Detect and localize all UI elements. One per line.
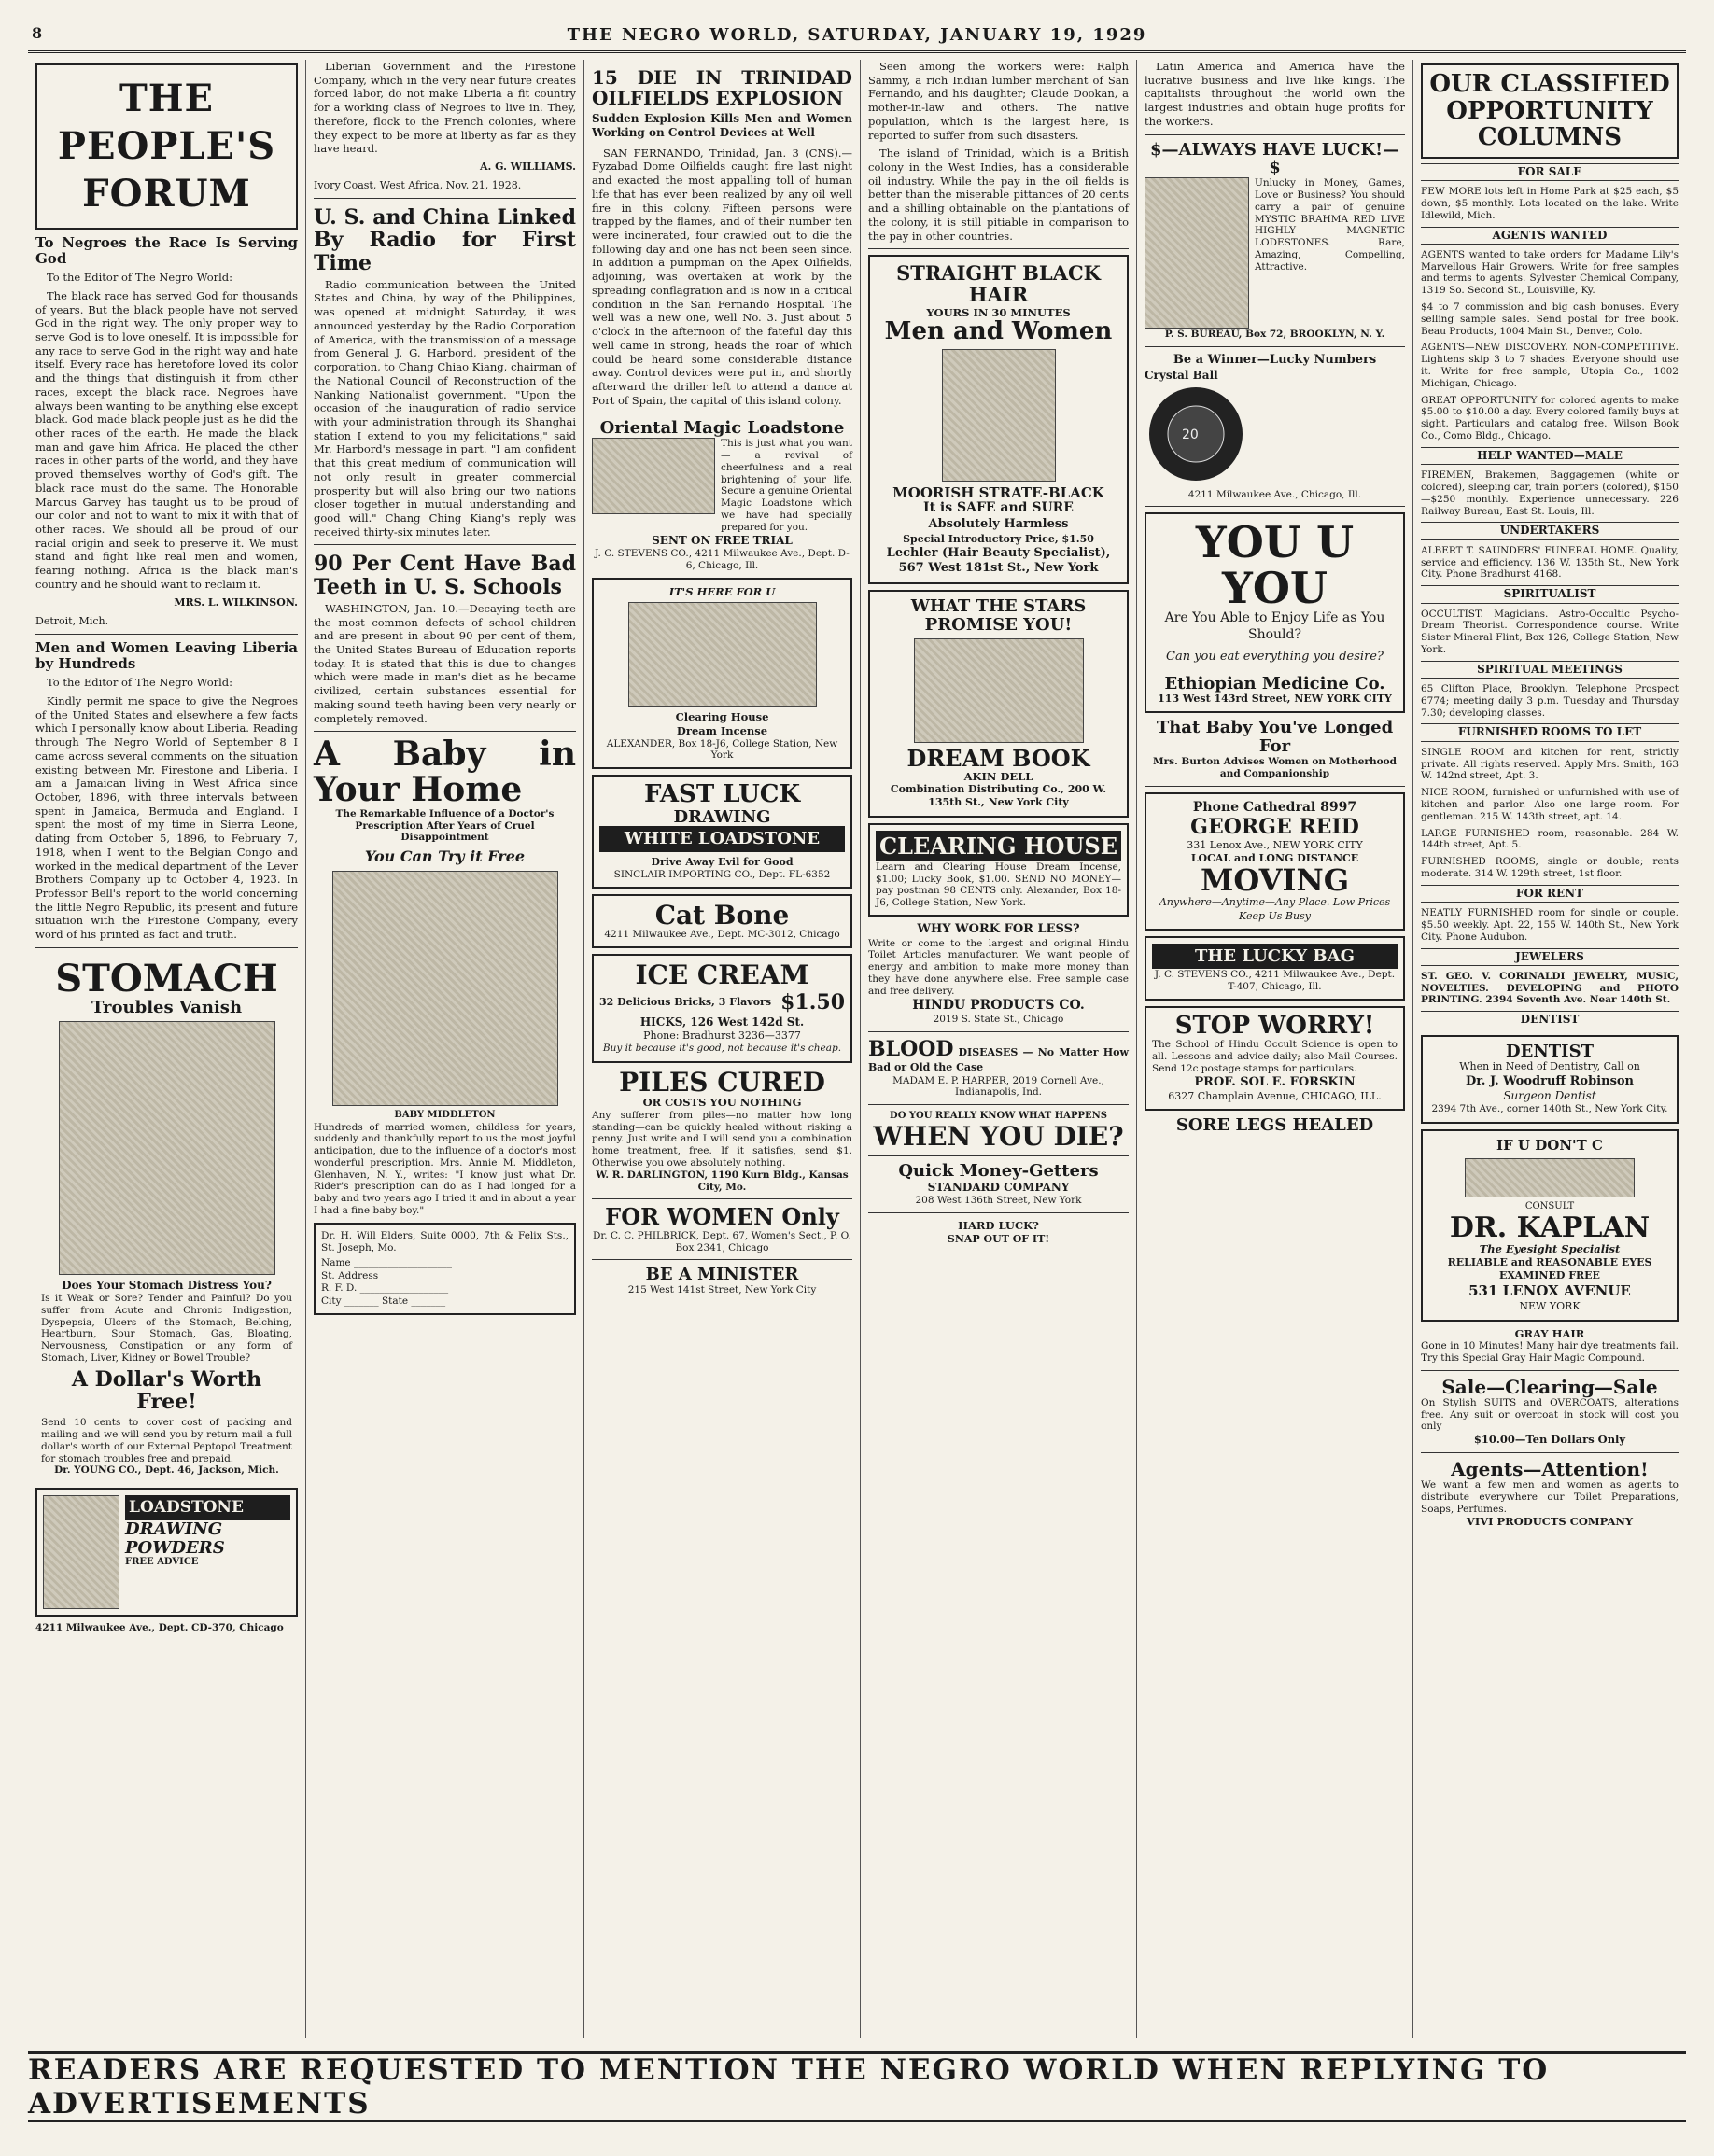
race-note: Latin America and America have the lucrative business and live like kings. The capitalists throughout the world own the largest industries and obtain huge profits for the workers. xyxy=(1145,60,1405,128)
radio-title: U. S. and China Linked By Radio for First Time xyxy=(314,205,576,275)
baby-coupon xyxy=(314,1223,576,1315)
you-address: 113 West 143rd Street, NEW YORK CITY xyxy=(1158,693,1392,706)
incense-ad xyxy=(592,578,852,770)
gray-body: Gone in 10 Minutes! Many hair dye treatments fail. Try this Special Gray Hair Magic Compound. xyxy=(1421,1340,1679,1365)
you-q1: Are You Able to Enjoy Life as You Should? xyxy=(1164,610,1385,642)
divider xyxy=(1145,786,1405,787)
moving-name: GEORGE REID xyxy=(1190,815,1359,840)
agents2-body: We want a few men and women as agents to distribute everywhere our Toilet Preparations, Soaps, Perfumes. xyxy=(1421,1478,1679,1515)
man-figure-image xyxy=(59,1021,275,1275)
sale-body: On Stylish SUITS and OVERCOATS, alterations free. Any suit or overcoat in stock will cost you only xyxy=(1421,1396,1679,1433)
fastluck-line2: DRAWING xyxy=(673,806,771,827)
stomach-address: Dr. YOUNG CO., Dept. 46, Jackson, Mich. xyxy=(54,1464,279,1477)
women-title: FOR WOMEN Only xyxy=(605,1203,839,1231)
crystal-sub: Crystal Ball xyxy=(1145,368,1218,382)
crystal-title: Be a Winner—Lucky Numbers xyxy=(1173,352,1377,367)
meetings-ad: 65 Clifton Place, Brooklyn. Telephone Prospect 6774; meeting daily 3 p.m. Tuesday and Thursday 7.30; developing classes. xyxy=(1421,683,1679,719)
clearing-title: CLEARING HOUSE xyxy=(876,831,1121,861)
column-1 xyxy=(28,60,306,2038)
column-2 xyxy=(306,60,584,2038)
work-company: HINDU PRODUCTS CO. xyxy=(912,997,1085,1013)
hair-claim: It is SAFE and SURE xyxy=(923,500,1074,516)
teeth-body: WASHINGTON, Jan. 10.—Decaying teeth are the most common defects of school children and are present in about 90 per cent of them, the United States Bureau of Education reports today. It is stated that this is due to changes which were made in man's diet as he became civilized, certain substances essential for making sound teeth having been very nearly or completely removed. xyxy=(314,601,576,725)
liberia-place: Ivory Coast, West Africa, Nov. 21, 1928. xyxy=(314,179,522,192)
die-lead: DO YOU REALLY KNOW WHAT HAPPENS xyxy=(890,1111,1107,1122)
worry-address: 6327 Champlain Avenue, CHICAGO, ILL. xyxy=(1168,1090,1382,1103)
icecream-tag: Buy it because it's good, not because it's cheap. xyxy=(602,1043,842,1055)
baby-ad-subtitle: The Remarkable Influence of a Doctor's Prescription After Years of Cruel Disappointment xyxy=(335,807,555,844)
loadstone-powders-ad xyxy=(35,1488,298,1617)
letter1-salutation: To the Editor of The Negro World: xyxy=(47,271,233,285)
moving-addr: 331 Lenox Ave., NEW YORK CITY xyxy=(1187,838,1363,851)
letter1-place: Detroit, Mich. xyxy=(35,614,109,627)
baby-photo-image xyxy=(332,871,558,1106)
dentist-head: DENTIST xyxy=(1421,1011,1679,1029)
divider xyxy=(1421,1452,1679,1453)
spiritualist-ad: OCCULTIST. Magicians. Astro-Occultic Psycho-Dream Theorist. Correspondence course. Write Sister Mineral Flint, Box 126, College Station, New York. xyxy=(1421,608,1679,655)
furnished-ad-1: SINGLE ROOM and kitchen for rent, strictly private. All rights reserved. Apply Mrs. Smith, 163 W. 142nd street, Apt. 3. xyxy=(1421,746,1679,782)
incense-line2: Dream Incense xyxy=(676,723,768,737)
oil-subtitle: Sudden Explosion Kills Men and Women Working on Control Devices at Well xyxy=(592,112,852,140)
divider xyxy=(1421,1370,1679,1371)
stomach-subtitle: Troubles Vanish xyxy=(91,997,243,1017)
oriental-loadstone-ad xyxy=(592,419,852,571)
svg-text:20: 20 xyxy=(1182,427,1199,442)
dream-book: DREAM BOOK xyxy=(906,744,1090,772)
lucky-bag-ad xyxy=(1145,936,1405,1001)
baby2-ad xyxy=(1145,719,1405,779)
icecream-title: ICE CREAM xyxy=(635,959,809,991)
hair-product: MOORISH STRATE-BLACK xyxy=(892,483,1104,501)
money-title: Quick Money-Getters xyxy=(898,1161,1099,1182)
woman-portrait-image xyxy=(942,349,1056,482)
baby-coupon-address: Dr. H. Will Elders, Suite 0000, 7th & Felix Sts., St. Joseph, Mo. xyxy=(321,1229,569,1253)
agents-ad-1: AGENTS wanted to take orders for Madame Lily's Marvellous Hair Growers. Write for free samples and terms to agents. Sylvester Chemical Company, 1319 So. Second St., Louisville, Ky. xyxy=(1421,248,1679,297)
luck-ad-address: P. S. BUREAU, Box 72, BROOKLYN, N. Y. xyxy=(1164,329,1385,341)
kaplan-line: RELIABLE and REASONABLE EYES EXAMINED FREE xyxy=(1447,1256,1652,1282)
stars-publisher: Combination Distributing Co., 200 W. 135th St., New York City xyxy=(890,783,1107,809)
hair-price: Special Introductory Price, $1.50 xyxy=(903,532,1094,545)
lucky-address: J. C. STEVENS CO., 4211 Milwaukee Ave., Dept. T-407, Chicago, Ill. xyxy=(1154,969,1396,993)
columns xyxy=(28,60,1686,2038)
loadstone-address: 4211 Milwaukee Ave., Dept. CD-370, Chicago xyxy=(35,1622,284,1634)
furnished-ad-2: NICE ROOM, furnished or unfurnished with use of kitchen and parlor. Also one large room. For gentleman. 215 W. 143th street, apt. 14. xyxy=(1421,787,1679,822)
gray-hair-ad xyxy=(1421,1327,1679,1365)
divider xyxy=(868,248,1129,249)
column-4 xyxy=(861,60,1137,2038)
spiritualist-head: SPIRITUALIST xyxy=(1421,585,1679,603)
page-number: 8 xyxy=(32,24,45,42)
hair-line: Men and Women xyxy=(884,317,1113,346)
work-title: WHY WORK FOR LESS? xyxy=(917,921,1080,936)
stomach-body: Is it Weak or Sore? Tender and Painful? Do you suffer from Acute and Chronic Indigestion, Dyspepsia, Ulcers of the Stomach, Belching, Heartburn, Sour Stomach, Gas, Bloating, Nervousness, Constipation or any form of Stomach, Liver, Kidney or Bowel Trouble? xyxy=(41,1293,292,1365)
forum-title: THE PEOPLE'S FORUM xyxy=(35,63,298,230)
baby-caption: BABY MIDDLETON xyxy=(394,1109,496,1120)
dentist-name: Dr. J. Woodruff Robinson xyxy=(1465,1073,1635,1088)
meetings-head: SPIRITUAL MEETINGS xyxy=(1421,661,1679,679)
coupon-field-name[interactable]: Name ____________________ xyxy=(321,1257,452,1269)
you-big: YOU U YOU xyxy=(1195,517,1355,613)
oil-title: 15 DIE IN TRINIDAD OILFIELDS EXPLOSION xyxy=(592,66,852,109)
help-ad: FIREMEN, Brakemen, Baggagemen (white or colored), sleeping car, train porters (colored), $150—$250 monthly. Experience unnecessary. 226 Railway Bureau, East St. Louis, Ill. xyxy=(1421,469,1679,517)
cat-bone-ad xyxy=(592,894,852,948)
divider xyxy=(868,1031,1129,1032)
kaplan-city: NEW YORK xyxy=(1519,1300,1581,1313)
for-sale-head: FOR SALE xyxy=(1421,163,1679,181)
for-rent-head: FOR RENT xyxy=(1421,885,1679,903)
luck-ad-title: $—ALWAYS HAVE LUCK!—$ xyxy=(1149,139,1400,178)
letter1-signature: MRS. L. WILKINSON. xyxy=(174,595,298,609)
divider xyxy=(1145,346,1405,347)
sale-price: $10.00—Ten Dollars Only xyxy=(1473,1433,1626,1447)
luck-ad-body: Unlucky in Money, Games, Love or Business? You should carry a pair of genuine MYSTIC BRAHMA RED LIVE HIGHLY MAGNETIC LODESTONES. Rare, Amazing, Compelling, Attractive. xyxy=(1255,177,1405,273)
divider xyxy=(1145,506,1405,507)
column-6 xyxy=(1413,60,1686,2038)
hair-sub: YOURS IN 30 MINUTES xyxy=(926,305,1071,319)
moving-tag: Anywhere—Anytime—Any Place. Low Prices Keep Us Busy xyxy=(1159,896,1391,922)
loadstone-line2: DRAWING xyxy=(125,1519,223,1539)
fastluck-tag: Drive Away Evil for Good xyxy=(651,856,794,869)
baby2-title: That Baby You've Longed For xyxy=(1156,718,1394,757)
blood-sub: DISEASES — No Matter How Bad or Old the Case xyxy=(868,1046,1129,1074)
stomach-offer: A Dollar's Worth Free! xyxy=(71,1366,262,1415)
agents-head: AGENTS WANTED xyxy=(1421,227,1679,245)
help-head: HELP WANTED—MALE xyxy=(1421,447,1679,465)
baby-ad-tagline: You Can Try it Free xyxy=(364,847,526,866)
stars-ad xyxy=(868,590,1129,818)
divider xyxy=(592,1259,852,1260)
worry-body: The School of Hindu Occult Science is open to all. Lessons and advice daily; also Mail Courses. Send 12c postage stamps for particulars. xyxy=(1152,1039,1398,1074)
incense-head: IT'S HERE FOR U xyxy=(668,584,776,598)
crystal-ball-ad xyxy=(1145,353,1405,501)
hair-title: STRAIGHT BLACK HAIR xyxy=(896,261,1101,307)
you-q2: Can you eat everything you desire? xyxy=(1166,649,1384,664)
worry-name: PROF. SOL E. FORSKIN xyxy=(1194,1074,1356,1089)
stomach-ad xyxy=(35,954,298,1482)
icecream-phone: Phone: Bradhurst 3236—3377 xyxy=(643,1029,801,1043)
blood-ad xyxy=(868,1038,1129,1099)
column-3 xyxy=(584,60,861,2038)
clearing-body: Learn and Clearing House Dream Incense, $1.00; Lucky Book, $1.00. SEND NO MONEY—pay postman 98 CENTS only. Alexander, Box 18-J6, College Station, New York. xyxy=(876,861,1121,909)
stars-title: WHAT THE STARS PROMISE YOU! xyxy=(910,595,1087,635)
for-rent-ad: NEATLY FURNISHED room for single or couple. $5.50 weekly. Apt. 22, 155 W. 140th St., New York City. Phone Audubon. xyxy=(1421,907,1679,943)
footer-banner: READERS ARE REQUESTED TO MENTION THE NEGRO WORLD WHEN REPLYING TO ADVERTISEMENTS xyxy=(28,2051,1686,2122)
oriental-body: This is just what you want — a revival of cheerfulness and a real brightening of your life. Secure a genuine Oriental Magic Loadstone which we have had specially prepared for you. xyxy=(721,438,852,533)
blood-address: MADAM E. P. HARPER, 2019 Cornell Ave., Indianapolis, Ind. xyxy=(892,1074,1104,1099)
fast-luck-ad xyxy=(592,775,852,889)
icecream-name: HICKS, 126 West 142d St. xyxy=(639,1015,805,1029)
divider xyxy=(314,544,576,545)
kaplan-ad xyxy=(1421,1129,1679,1322)
for-sale-ad: FEW MORE lots left in Home Park at $25 each, $5 down, $5 monthly. Lots located on the lake. Write Idlewild, Mich. xyxy=(1421,186,1679,221)
stomach-title: STOMACH xyxy=(55,956,278,1001)
stomach-offer-body: Send 10 cents to cover cost of packing and mailing and we will send you by return mail a full dollar's worth of our External Peptopol Treatment for stomach troubles free and prepaid. xyxy=(41,1417,292,1464)
dentist-role: Surgeon Dentist xyxy=(1503,1089,1596,1103)
fastluck-line3: WHITE LOADSTONE xyxy=(599,826,845,852)
luck-lodestone-ad xyxy=(1145,141,1405,341)
luck-title: HARD LUCK? xyxy=(958,1219,1039,1233)
money-company: STANDARD COMPANY xyxy=(927,1181,1070,1195)
stomach-question: Does Your Stomach Distress You? xyxy=(62,1278,272,1292)
loadstone-line3: POWDERS xyxy=(125,1537,225,1558)
oriental-title: Oriental Magic Loadstone xyxy=(599,418,845,439)
piles-address: W. R. DARLINGTON, 1190 Kurn Bldg., Kansas City, Mo. xyxy=(596,1169,849,1193)
jewelers-ad: ST. GEO. V. CORINALDI JEWELRY, MUSIC, NOVELTIES. DEVELOPING and PHOTO PRINTING. 2394 Seventh Ave. Near 140th St. xyxy=(1421,970,1679,1006)
baby-ad-title: A Baby in Your Home xyxy=(314,735,576,810)
divider xyxy=(868,1104,1129,1105)
coupon-field-rfd[interactable]: R. F. D. __________________ xyxy=(321,1282,449,1295)
incense-address: ALEXANDER, Box 18-J6, College Station, New York xyxy=(606,737,838,762)
fastluck-line1: FAST LUCK xyxy=(643,780,801,809)
incense-line1: Clearing House xyxy=(675,710,769,724)
legs-title: SORE LEGS HEALED xyxy=(1175,1115,1374,1136)
kaplan-role: The Eyesight Specialist xyxy=(1479,1242,1621,1256)
classified-head: OUR CLASSIFIED OPPORTUNITY COLUMNS xyxy=(1421,63,1679,159)
divider xyxy=(592,1198,852,1199)
divider xyxy=(35,634,298,635)
kaplan-name: DR. KAPLAN xyxy=(1449,1211,1651,1244)
furnished-ad-4: FURNISHED ROOMS, single or double; rents moderate. 314 W. 129th street, 1st floor. xyxy=(1421,856,1679,879)
woman-figure-image xyxy=(43,1495,119,1609)
letter2-salutation: To the Editor of The Negro World: xyxy=(47,676,233,690)
jewelers-head: JEWELERS xyxy=(1421,948,1679,966)
divider xyxy=(314,198,576,199)
work-ad xyxy=(868,922,1129,1026)
baby-ad xyxy=(314,737,576,1315)
baby2-sub: Mrs. Burton Advises Women on Motherhood and Companionship xyxy=(1153,755,1397,779)
divider xyxy=(35,947,298,948)
newspaper-page xyxy=(28,19,1686,2137)
liberia-signature: A. G. WILLIAMS. xyxy=(479,161,576,174)
crystal-address: 4211 Milwaukee Ave., Chicago, Ill. xyxy=(1187,488,1362,500)
dentist-addr: 2394 7th Ave., corner 140th St., New York City. xyxy=(1431,1103,1668,1115)
moving-phone: Phone Cathedral 8997 xyxy=(1192,799,1357,815)
loadstone-note: FREE ADVICE xyxy=(125,1557,199,1568)
undertakers-head: UNDERTAKERS xyxy=(1421,522,1679,539)
agents-ad-4: GREAT OPPORTUNITY for colored agents to make $5.00 to $10.00 a day. Every colored family buys at sight. Particulars and catalog free. Wilson Book Co., Como Bldg., Chicago. xyxy=(1421,394,1679,442)
masthead-text: THE NEGRO WORLD, SATURDAY, JANUARY 19, 1929 xyxy=(567,24,1147,45)
agents-ad-3: AGENTS—NEW DISCOVERY. NON-COMPETITIVE. Lightens skip 3 to 7 shades. Everyone should use it. Write for free sample, Utopia Co., 1002 Michigan, Chicago. xyxy=(1421,342,1679,389)
straight-hair-ad xyxy=(868,255,1129,584)
baby-ad-body: Hundreds of married women, childless for years, suddenly and thankfully report to us the most joyful anticipation, due to the influence of a doctor's most wonderful prescription. Mrs. Annie M. Middleton, Glenhaven, N. Y., writes: "I know just what Dr. Rider's prescription can do as I had longed for a baby and two years ago I tried it and in about a year I had a fine baby boy." xyxy=(314,1121,576,1217)
divider xyxy=(868,1155,1129,1156)
divider xyxy=(314,731,576,732)
coupon-field-address[interactable]: St. Address _______________ xyxy=(321,1269,456,1281)
masthead-line xyxy=(28,19,1686,53)
catbone-title: Cat Bone xyxy=(654,900,790,931)
luck-sub: SNAP OUT OF IT! xyxy=(947,1232,1050,1245)
oriental-address: J. C. STEVENS CO., 4211 Milwaukee Ave., Dept. D-6, Chicago, Ill. xyxy=(595,547,850,571)
you-u-you-ad xyxy=(1145,512,1405,713)
stars-author: AKIN DELL xyxy=(963,769,1033,783)
crystal-ball-icon xyxy=(1145,383,1247,485)
work-body: Write or come to the largest and original Hindu Toilet Articles manufacturer. We want people of energy and ambition to make more money than they have done anywhere else. Free sample case and free delivery. xyxy=(868,937,1129,997)
minister-address: 215 West 141st Street, New York City xyxy=(627,1284,817,1296)
minister-title: BE A MINISTER xyxy=(645,1265,799,1285)
dentist-line: When in Need of Dentistry, Call on xyxy=(1459,1060,1640,1073)
kaplan-consult: CONSULT xyxy=(1524,1201,1575,1212)
you-company: Ethiopian Medicine Co. xyxy=(1164,673,1385,693)
divider xyxy=(868,1212,1129,1213)
oil-continued: Seen among the workers were: Ralph Sammy, a rich Indian lumber merchant of San Fernando, and his daughter; Claude Dookan, a mother-in-law and others. The native population, which is the largest here, is reported to suffer from such disasters. xyxy=(868,60,1129,142)
dentist-title: DENTIST xyxy=(1506,1041,1594,1061)
divider xyxy=(1145,134,1405,135)
piles-sub: OR COSTS YOU NOTHING xyxy=(642,1096,802,1110)
liberia-continued: Liberian Government and the Firestone Company, which in the very near future creates forced labor, do not make Liberia a fit country for a working class of Negroes to live in. They, therefore, flock to the French colonies, where they expect to be more at liberty as far as they have heard. xyxy=(314,60,576,156)
loadstone-line1: LOADSTONE xyxy=(125,1495,290,1520)
stop-worry-ad xyxy=(1145,1006,1405,1111)
radio-body: Radio communication between the United States and China, by way of the Philippines, was opened at midnight Saturday, it was announced yesterday by the Radio Corporation of America, with the transmission of a message from General J. G. Harbord, president of the corporation, to Chang Chiao Kiang, chairman of the National Council of Reconstruction of the Nanking Nationalist government. "Upon the occasion of the inauguration of radio service with your administration through its Shanghai station I extend to you my felicitations," said Mr. Harbord's message in part. "I am confident that this great medium of communication will not only result in greater commercial prosperity but will also bring our two nations closer together in mutual understanding and good will." Chang Ching Kiang's reply was received thirty-six minutes later. xyxy=(314,277,576,539)
letter2-title: Men and Women Leaving Liberia by Hundreds xyxy=(35,638,298,672)
coupon-field-city-state[interactable]: City _______ State _______ xyxy=(321,1295,446,1307)
worry-title: STOP WORRY! xyxy=(1174,1011,1375,1040)
lucky-title: THE LUCKY BAG xyxy=(1152,944,1398,970)
teeth-title: 90 Per Cent Have Bad Teeth in U. S. Schools xyxy=(314,552,576,599)
column-5 xyxy=(1137,60,1413,2038)
piles-ad xyxy=(592,1066,852,1194)
trinidad-note: The island of Trinidad, which is a British colony in the West Indies, has a considerable oil industry. While the pay in the oil fields is better than the miserable pittances of 20 cents and a shilling obtainable on the plantations of the colony, it is still pitiable in comparison to the pay in other countries. xyxy=(868,147,1129,243)
clearing-house-ad xyxy=(868,823,1129,917)
letter2-body: Kindly permit me space to give the Negroes of the United States and elsewhere a few facts which I personally know about Liberia. Reading through The Negro World of September 8 I came across several comments on the situation existing between Mr. Firestone and Liberia. I am a Jamaican living in West Africa since October, 1896, with three intervals between spent in Jamaica, Bermuda and England. I spent the most of my time in Sierra Leone, dating from October 5, 1896, to February 7, 1918, when I went to the Belgian Congo and worked in the medical department of the Lever Brothers Company up to October 4, 1923. In Professor Bell's report to the world concerning the little Negro Republic, its present and future situation with the Firestone Company, every word of his printed as fact and truth. xyxy=(35,693,298,942)
catbone-address: 4211 Milwaukee Ave., Dept. MC-3012, Chicago xyxy=(604,929,840,941)
kaplan-addr: 531 LENOX AVENUE xyxy=(1468,1282,1631,1300)
furnished-head: FURNISHED ROOMS TO LET xyxy=(1421,723,1679,741)
agents2-company: VIVI PRODUCTS COMPANY xyxy=(1466,1515,1634,1529)
fastluck-address: SINCLAIR IMPORTING CO., Dept. FL-6352 xyxy=(613,869,831,881)
icecream-price: $1.50 xyxy=(780,989,845,1015)
blood-title: BLOOD xyxy=(868,1037,954,1062)
letter1-body: The black race has served God for thousands of years. But the black people have not served God in the right way. The only proper way to serve God is to love oneself. It is impossible for any race to serve God in the right way and hate itself. Every race has heretofore loved its color and the things that distinguish it from other races, except the black race. Negroes have always been wanting to be anything else except black. God made black people just as he did the other races of the earth. He made the black man and gave him Africa. He placed the other races in other parts of the world, and they have proved themselves worthy of God's gift. The black race must do the same. The Honorable Marcus Garvey has taught us to be proud of our color and not to want to mix it with that of other races. We should all be proud of our racial origin and seek to preserve it. We must stand and fight like real men and women, fearing nothing. Africa is the black man's country and he should want to reclaim it. xyxy=(35,288,298,591)
kaplan-top: IF U DON'T C xyxy=(1496,1136,1603,1154)
piles-body: Any sufferer from piles—no matter how long standing—can be quickly healed without risking a penny. Just write and I will send you a combination home treatment, free. If it satisfies, send $1. Otherwise you owe absolutely nothing. xyxy=(592,1109,852,1169)
moving-line: LOCAL and LONG DISTANCE xyxy=(1190,851,1359,864)
piles-title: PILES CURED xyxy=(619,1066,825,1098)
icecream-line: 32 Delicious Bricks, 3 Flavors xyxy=(599,995,772,1008)
hair-address: Lechler (Hair Beauty Specialist), 567 West 181st St., New York xyxy=(886,545,1111,576)
dentist-ad xyxy=(1421,1035,1679,1124)
agents-ad-2: $4 to 7 commission and big cash bonuses. Every selling sample sales. Send postal for free book. Beau Products, 1004 Main St., Denver, Colo. xyxy=(1421,301,1679,337)
moving-ad xyxy=(1145,792,1405,931)
letter1-title: To Negroes the Race Is Serving God xyxy=(35,233,298,267)
lodestone-image xyxy=(1145,177,1249,329)
money-address: 208 West 136th Street, New York xyxy=(915,1195,1082,1207)
loadstone-image xyxy=(592,438,715,514)
moving-title: MOVING xyxy=(1200,861,1350,898)
oil-body: SAN FERNANDO, Trinidad, Jan. 3 (CNS).—Fyzabad Dome Oilfields caught fire last night and exacted the most appalling toll of human life that has ever been realized by any oil well fire in this colony. Fifteen persons were trapped by the flames, and of their number ten were incinerated, four crawled out to die the following day and one has not been seen since. In addition a pumpman on the Apex Oilfields, adjoining, was overtaken at work by the spreading conflagration and is now in a critical condition in the San Fernando Hospital. The well was a new one, well No. 3. Just about 5 o'clock in the afternoon of the fateful day this well came in strong, heads the roar of which could be heard some considerable distance away. Control devices were put in, and shortly afterward the driller left to attend a dance at Port of Spain, the capital of this island colony. xyxy=(592,146,852,407)
oriental-trial: SENT ON FREE TRIAL xyxy=(652,533,793,547)
women-address: Dr. C. C. PHILBRICK, Dept. 67, Women's Sect., P. O. Box 2341, Chicago xyxy=(593,1229,851,1253)
furnished-ad-3: LARGE FURNISHED room, reasonable. 284 W. 144th street, Apt. 5. xyxy=(1421,827,1679,851)
die-title: WHEN YOU DIE? xyxy=(873,1120,1124,1152)
horoscope-image xyxy=(914,638,1084,743)
hair-claim2: Absolutely Harmless xyxy=(928,516,1069,531)
ice-cream-ad xyxy=(592,954,852,1062)
undertakers-ad: ALBERT T. SAUNDERS' FUNERAL HOME. Quality, service and efficiency. 136 W. 135th St., New York City. Phone Bradhurst 4168. xyxy=(1421,544,1679,581)
agents2-title: Agents—Attention! xyxy=(1451,1457,1649,1480)
eyes-image xyxy=(1465,1158,1635,1197)
work-address: 2019 S. State St., Chicago xyxy=(933,1014,1064,1026)
gray-title: GRAY HAIR xyxy=(1514,1326,1585,1340)
sale-title: Sale—Clearing—Sale xyxy=(1441,1375,1658,1398)
incense-image xyxy=(628,602,817,707)
